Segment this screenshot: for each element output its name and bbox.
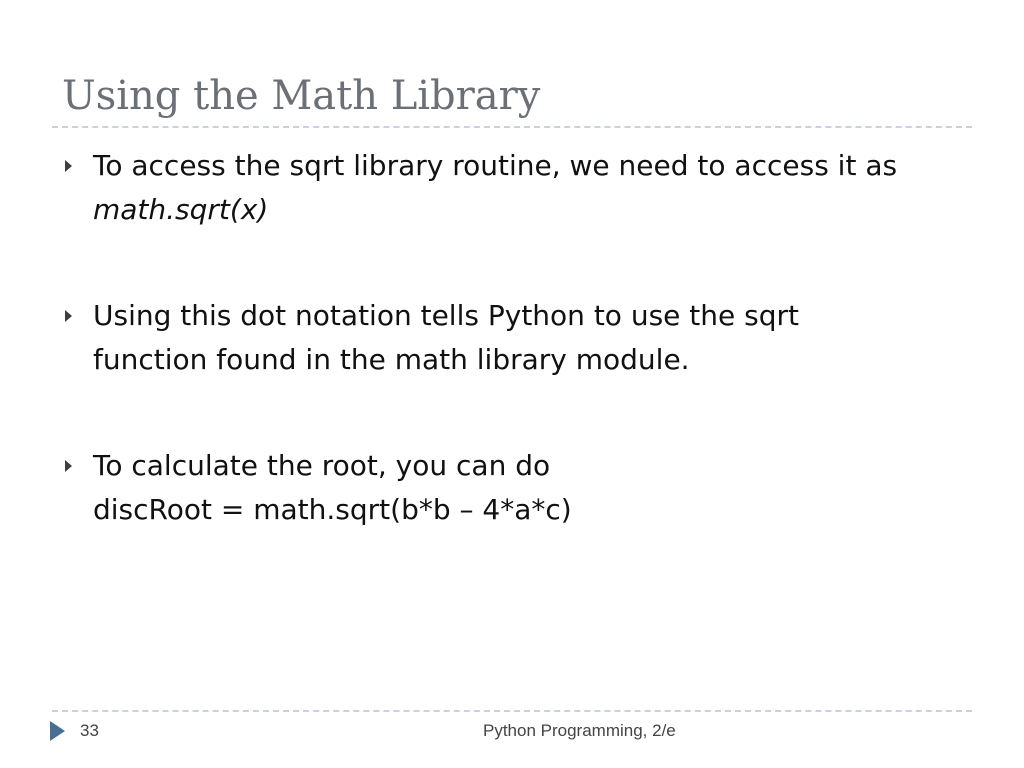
triangle-right-icon bbox=[65, 310, 72, 322]
bullet-code-text: math.sqrt(x) bbox=[93, 193, 269, 226]
triangle-right-icon bbox=[65, 460, 72, 472]
title-divider bbox=[52, 126, 972, 128]
slide-number: 33 bbox=[80, 721, 99, 740]
bullet-item bbox=[62, 294, 972, 382]
footer-divider bbox=[52, 710, 972, 712]
bullet-item bbox=[62, 144, 972, 232]
bullet-list bbox=[62, 144, 972, 532]
bullet-item bbox=[62, 444, 972, 532]
footer-text: Python Programming, 2/e bbox=[483, 721, 676, 740]
bullet-text: To access the sqrt library routine, we need to access it as bbox=[93, 149, 898, 182]
triangle-right-icon bbox=[65, 160, 72, 172]
bullet-text: To calculate the root, you can do bbox=[93, 449, 551, 482]
triangle-right-icon bbox=[50, 721, 65, 741]
bullet-text: function found in the math library module. bbox=[93, 343, 690, 376]
bullet-code-text: discRoot = math.sqrt(b*b – 4*a*c) bbox=[93, 493, 572, 526]
slide-title: Using the Math Library bbox=[62, 73, 541, 119]
bullet-text: Using this dot notation tells Python to use the sqrt bbox=[93, 299, 799, 332]
